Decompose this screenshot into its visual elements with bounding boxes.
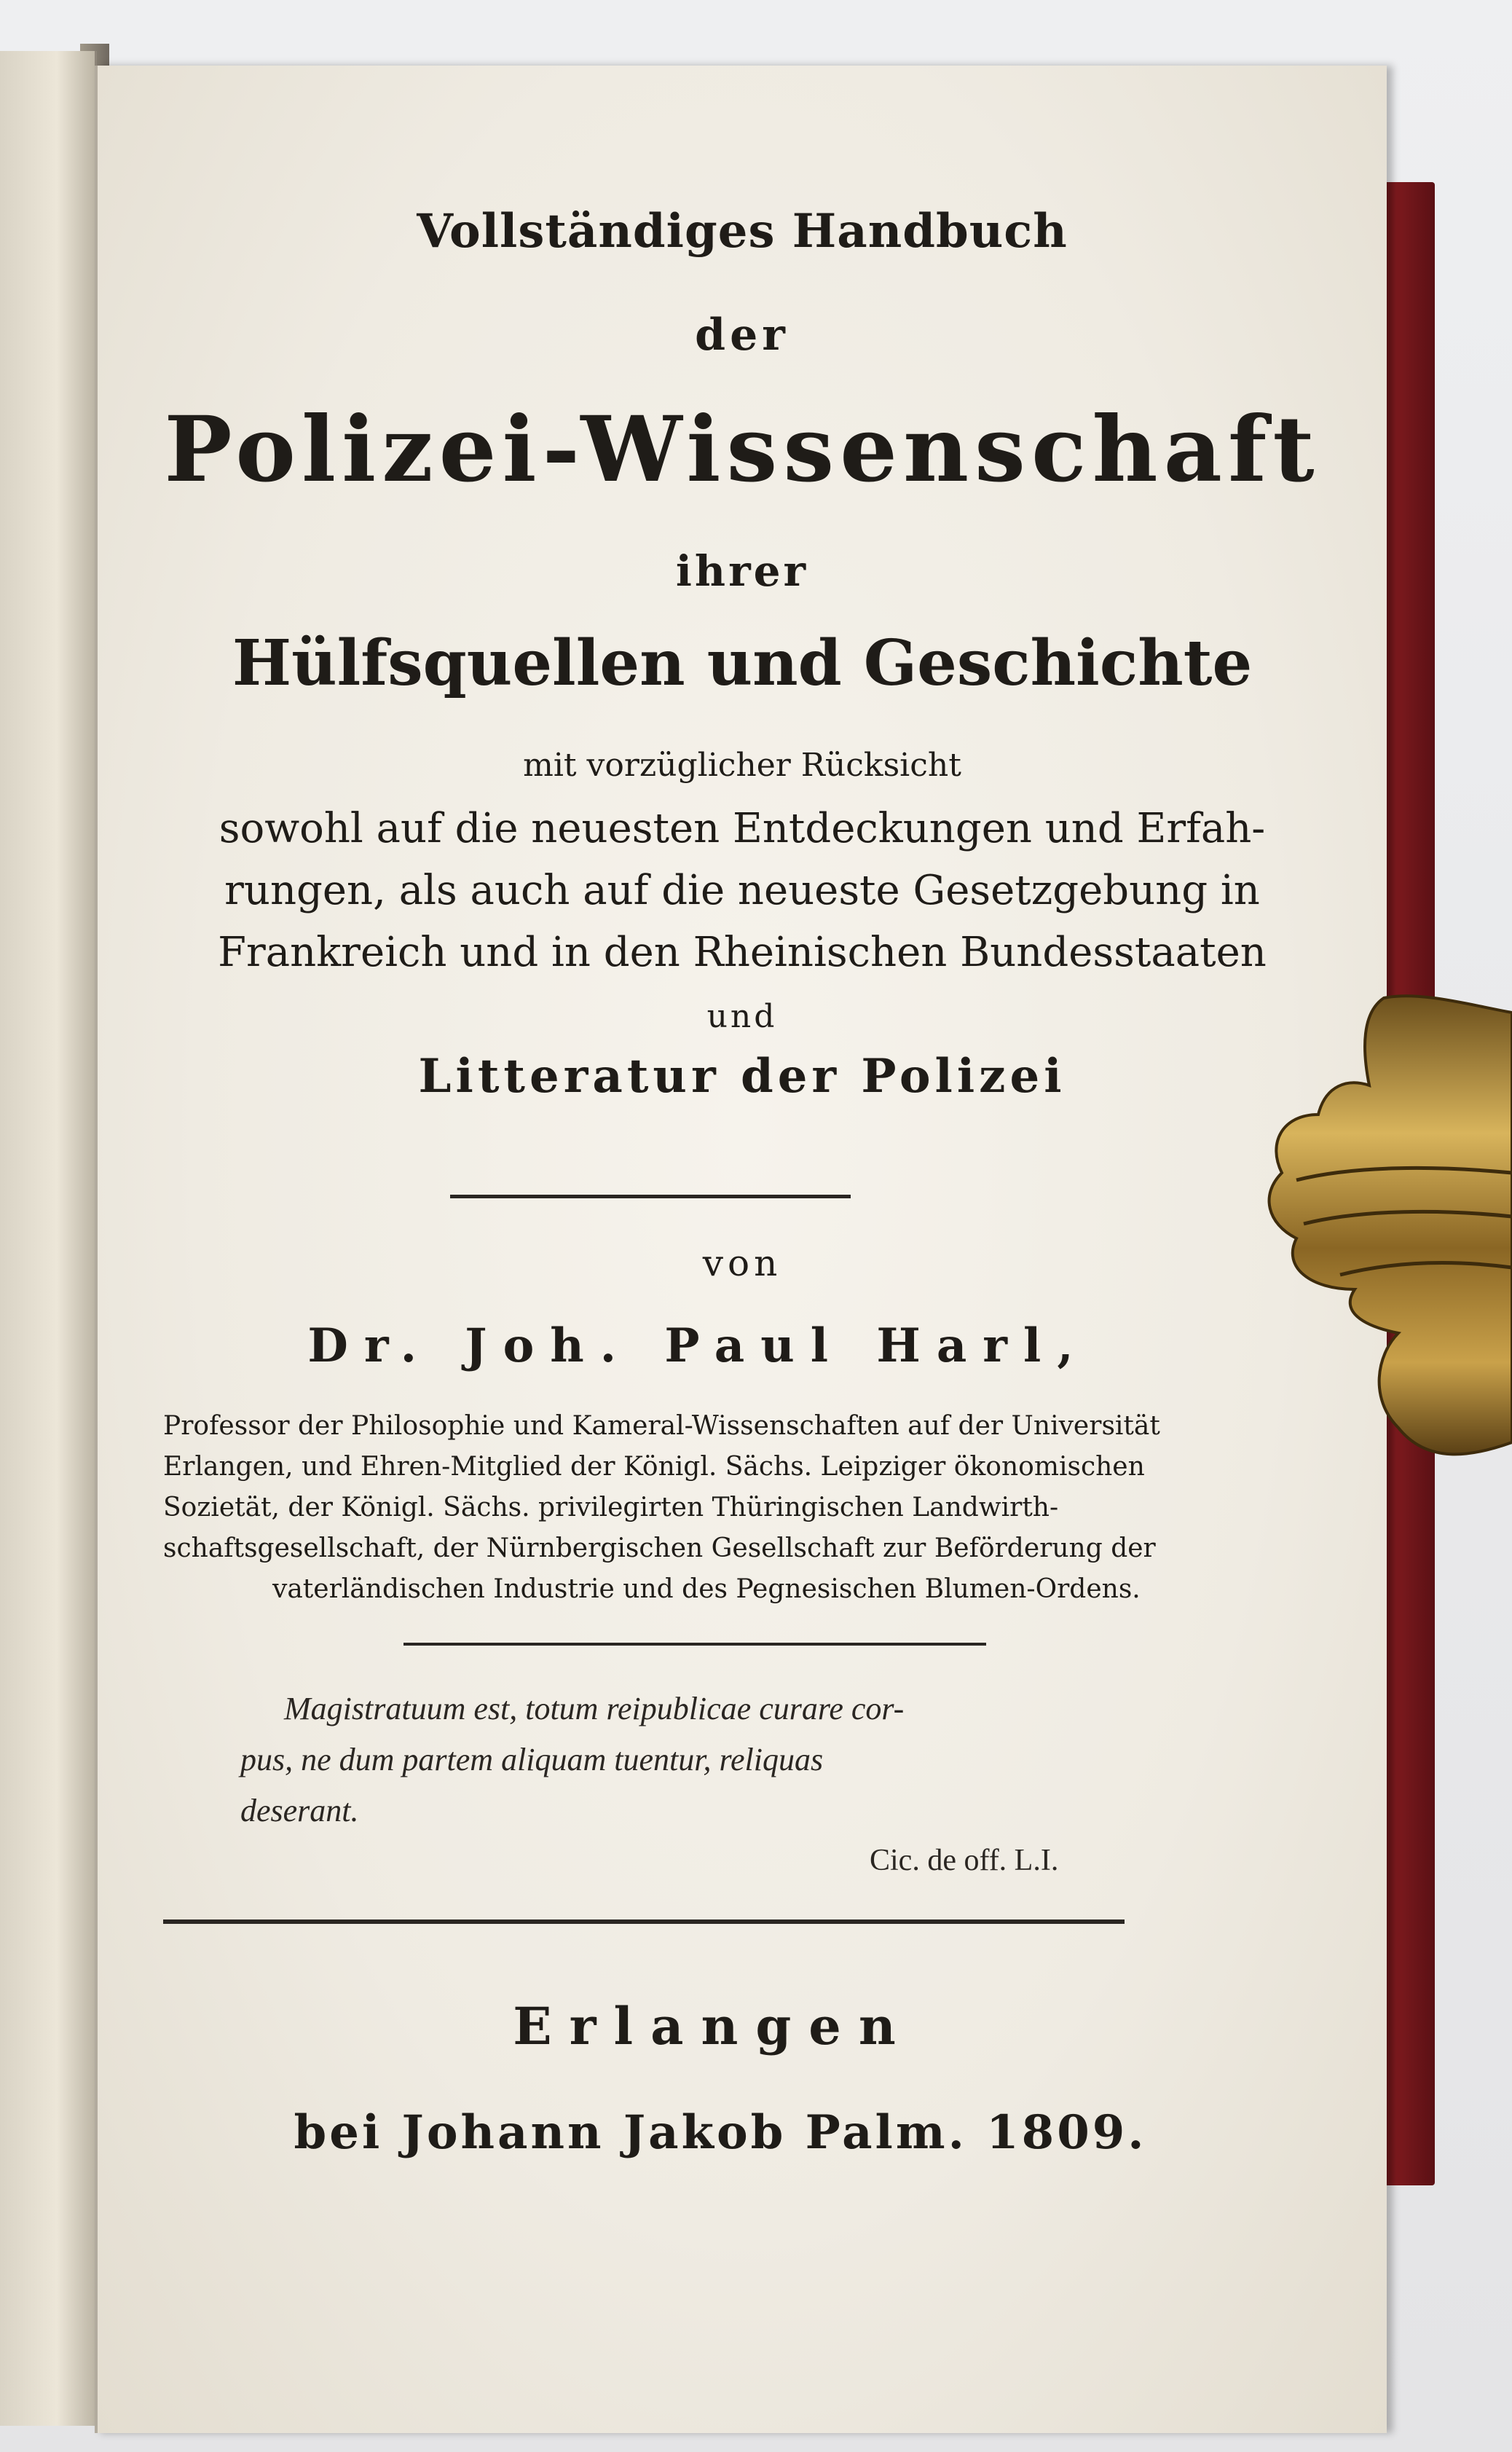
credential-line: Professor der Philosophie und Kameral-Wissenschaften auf der Universität [163,1411,1160,1441]
divider-rule-2 [403,1643,986,1646]
title-line-7: sowohl auf die neuesten Entdeckungen und Erfah- [218,805,1266,852]
left-page [0,51,97,2426]
title-page [95,66,1387,2433]
title-line-4: ihrer [675,546,809,596]
subtitle: Hülfsquellen und Geschichte [232,626,1253,700]
title-line-9: Frankreich und in den Rheinischen Bundesstaaten [218,929,1267,976]
credential-line: vaterländischen Industrie und des Pegnesischen Blumen-Ordens. [272,1574,1141,1604]
divider-rule-3 [163,1919,1125,1924]
title-line-8: rungen, als auch auf die neueste Gesetzgebung in [224,867,1260,914]
brass-clasp [1253,991,1512,1464]
main-title: Polizei-Wissenschaft [164,397,1320,503]
title-line-11: Litteratur der Polizei [418,1049,1066,1104]
title-line-2: der [695,310,790,361]
title-line-6: mit vorzüglicher Rücksicht [523,747,961,784]
title-line-10: und [706,998,778,1035]
title-line-1: Vollständiges Handbuch [417,204,1068,259]
imprint-place: Erlangen [513,1996,913,2056]
author-name: Dr. Joh. Paul Harl, [307,1319,1090,1373]
imprint-publisher: bei Johann Jakob Palm. 1809. [294,2105,1147,2160]
epigraph-line: pus, ne dum partem aliquam tuentur, reliquas [240,1742,824,1777]
divider-rule-1 [450,1195,851,1198]
epigraph-line: Magistratuum est, totum reipublicae curare cor- [284,1691,905,1726]
credential-line: Sozietät, der Königl. Sächs. privilegirten Thüringischen Landwirth- [163,1493,1059,1522]
credential-line: Erlangen, und Ehren-Mitglied der Königl. Sächs. Leipziger ökonomischen [163,1452,1145,1482]
epigraph-line: deserant. [240,1793,359,1828]
by-line: von [702,1242,782,1284]
credential-line: schaftsgesellschaft, der Nürnbergischen Gesellschaft zur Beförderung der [163,1533,1156,1563]
epigraph-source: Cic. de off. L.I. [870,1844,1059,1877]
author-credentials [163,1406,1270,1610]
